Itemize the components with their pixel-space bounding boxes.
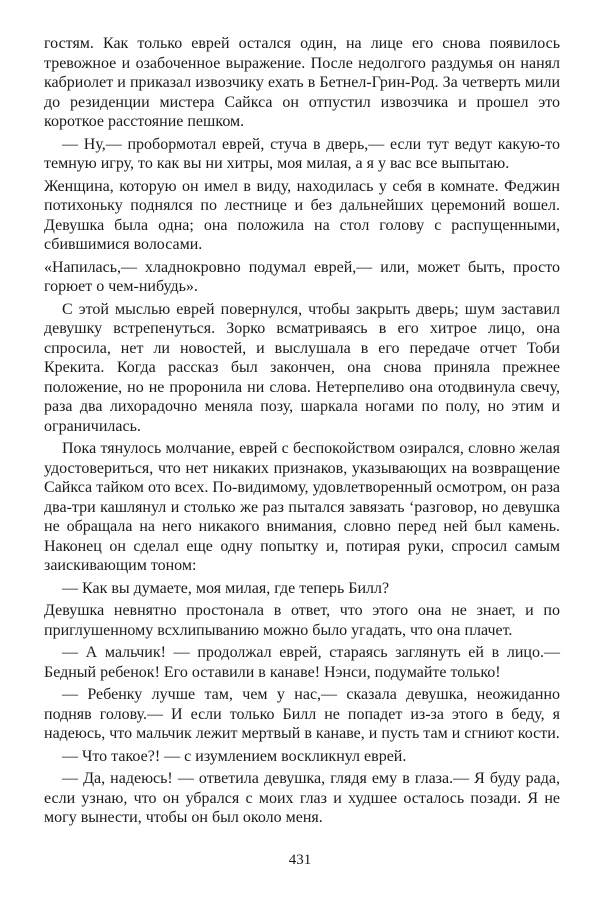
page-body [44, 34, 560, 828]
paragraph-9: — А мальчик! — продолжал еврей, стараясь заглянуть ей в лицо.— Бедный ребенок! Его оставили в канаве! Нэнси, подумайте только! [44, 644, 560, 681]
paragraph-5: С этой мыслью еврей повернулся, чтобы закрыть дверь; шум заставил девушку встрепенуться. Зорко всматриваясь в его хитрое лицо, она спросила, нет ли новостей, и выслушала в его передаче отчет Тоби Крекита. Когда рассказ был закончен, она снова приняла прежнее положение, но не проронила ни слова. Нетерпеливо она отодвинула свечу, раза два лихорадочно меняла позу, шаркала ногами по полу, но этим и ограничилась. [44, 300, 560, 435]
paragraph-8: Девушка невнятно простонала в ответ, что этого она не знает, и по приглушенному всхлипыванию можно было угадать, что она плачет. [44, 602, 560, 639]
paragraph-2: — Ну,— пробормотал еврей, стуча в дверь,— если тут ведут какую-то темную игру, то как вы ни хитры, моя милая, а я у вас все выпытаю. [44, 135, 560, 172]
paragraph-4: «Напилась,— хладнокровно подумал еврей,— или, может быть, просто горюет о чем-нибудь». [44, 258, 560, 295]
paragraph-3: Женщина, которую он имел в виду, находилась у себя в комнате. Феджин потихоньку поднялся по лестнице и без дальнейших церемоний вошел. Девушка была одна; она положила на стол голову с распущенными, сбившимися волосами. [44, 177, 560, 253]
page-number: 431 [288, 852, 312, 868]
paragraph-10: — Ребенку лучше там, чем у нас,— сказала девушка, неожиданно подняв голову.— И если только Билл не попадет из-за этого в беду, я надеюсь, что мальчик лежит мертвый в канаве, и пусть там и сгниют кости. [44, 686, 560, 742]
paragraph-11: — Что такое?! — с изумлением воскликнул еврей. [62, 747, 407, 765]
paragraph-1: гостям. Как только еврей остался один, на лице его снова появилось тревожное и озабоченное выражение. После недолгого раздумья он нанял кабриолет и приказал извозчику ехать в Бетнел-Грин-Род. За четверть мили до резиденции мистера Сайкса он отпустил извозчика и прошел это короткое расстояние пешком. [44, 35, 560, 130]
paragraph-6: Пока тянулось молчание, еврей с беспокойством озирался, словно желая удостовериться, что нет никаких признаков, указывающих на возвращение Сайкса тайком ото всех. По-видимому, удовлетворенный осмотром, он раза два-три кашлянул и столько же раз пытался завязать ‘разговор, но девушка не обращала на него никакого внимания, словно перед ней был камень. Наконец он сделал еще одну попытку и, потирая руки, спросил самым заискивающим тоном: [44, 440, 560, 574]
paragraph-12: — Да, надеюсь! — ответила девушка, глядя ему в глаза.— Я буду рада, если узнаю, что он убрался с моих глаз и худшее осталось позади. Я не могу вынести, чтобы он был около меня. [44, 770, 560, 826]
paragraph-7: — Как вы думаете, моя милая, где теперь Билл? [62, 579, 390, 597]
